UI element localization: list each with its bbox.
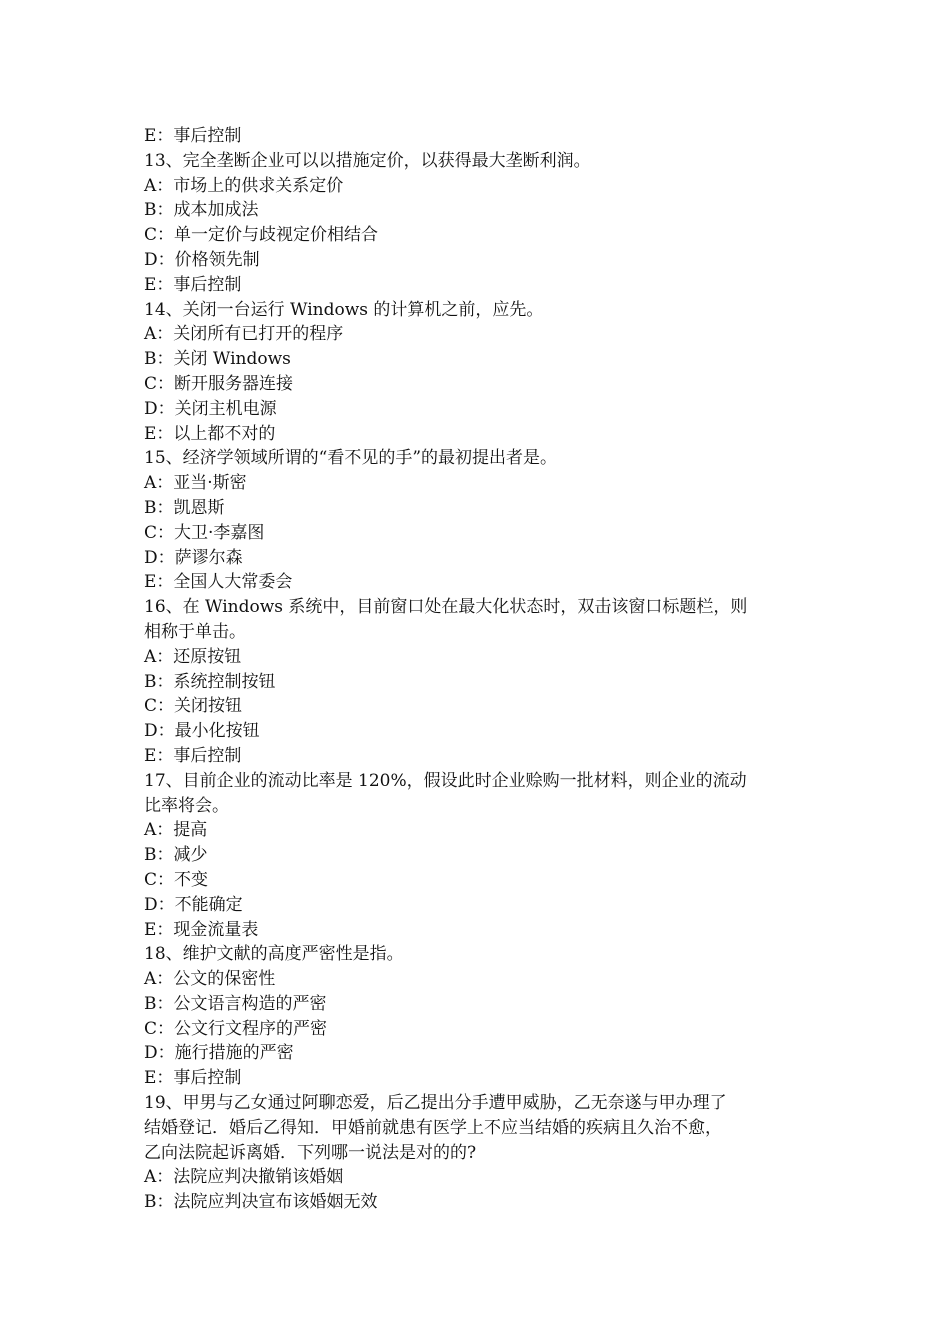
option-line: B：成本加成法 [144,200,259,221]
question-17-continued: 比率将会。 [144,795,229,816]
option-line: A：提高 [144,820,208,841]
option-line: A：还原按钮 [144,646,242,667]
option-line: A：公文的保密性 [144,969,276,990]
question-14: 14、关闭一台运行 Windows 的计算机之前，应先。 [144,299,544,320]
question-19-continued: 乙向法院起诉离婚．下列哪一说法是对的的? [144,1142,477,1163]
option-line: B：法院应判决宣布该婚姻无效 [144,1192,378,1213]
option-line: D：施行措施的严密 [144,1043,294,1064]
text-line: E：事后控制 [144,126,242,146]
option-line: B：关闭 Windows [144,349,291,370]
option-line: B：公文语言构造的严密 [144,993,327,1014]
option-line: C：大卫·李嘉图 [144,522,265,543]
question-17: 17、目前企业的流动比率是 120%，假设此时企业赊购一批材料，则企业的流动 [144,770,747,791]
option-line: C：不变 [144,869,209,890]
option-line: D：萨谬尔森 [144,547,243,568]
question-13: 13、完全垄断企业可以以措施定价，以获得最大垄断利润。 [144,150,591,171]
question-15: 15、经济学领域所谓的“看不见的手”的最初提出者是。 [144,448,558,469]
question-19-continued: 结婚登记．婚后乙得知．甲婚前就患有医学上不应当结婚的疾病且久治不愈， [144,1117,722,1138]
option-line: B：凯恩斯 [144,497,225,518]
option-line: E：现金流量表 [144,919,259,940]
option-line: C：单一定价与歧视定价相结合 [144,225,379,246]
option-line: A：亚当·斯密 [144,473,247,494]
option-line: E：全国人大常委会 [144,572,293,593]
option-line: C：关闭按钮 [144,696,243,717]
option-line: E：以上都不对的 [144,423,276,444]
question-16-continued: 相称于单击。 [144,621,246,642]
option-line: E：事后控制 [144,1068,242,1089]
question-16: 16、在 Windows 系统中，目前窗口处在最大化状态时，双击该窗口标题栏，则 [144,597,748,618]
option-line: B：减少 [144,845,208,866]
option-line: B：系统控制按钮 [144,671,276,692]
option-line: D：关闭主机电源 [144,398,277,419]
option-line: E：事后控制 [144,274,242,295]
question-19: 19、甲男与乙女通过阿聊恋爱，后乙提出分手遭甲威胁，乙无奈遂与甲办理了 [144,1093,727,1114]
option-line: D：最小化按钮 [144,721,260,742]
option-line: A：法院应判决撤销该婚姻 [144,1167,344,1188]
option-line: A：关闭所有已打开的程序 [144,324,344,345]
option-line: D：不能确定 [144,894,243,915]
option-line: C：断开服务器连接 [144,373,294,394]
document-page [144,124,814,1215]
option-line: C：公文行文程序的严密 [144,1018,328,1039]
question-18: 18、维护文献的高度严密性是指。 [144,944,404,965]
option-line: D：价格领先制 [144,249,260,270]
option-line: A：市场上的供求关系定价 [144,175,344,196]
option-line: E：事后控制 [144,745,242,766]
